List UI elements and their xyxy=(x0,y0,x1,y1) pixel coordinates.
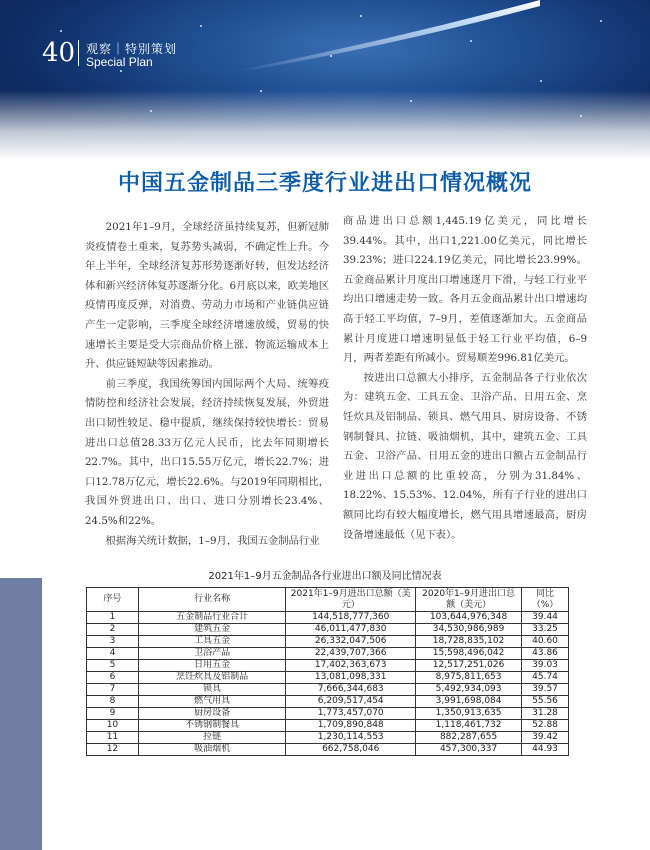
cell-y2021: 26,332,047,506 xyxy=(286,636,416,648)
cell-no: 9 xyxy=(87,708,139,720)
header-name: 行业名称 xyxy=(138,588,285,612)
article-column-left xyxy=(85,218,329,551)
table-row xyxy=(87,672,569,684)
cell-yoy: 40.60 xyxy=(522,636,569,648)
cell-yoy: 39.42 xyxy=(522,732,569,744)
header-no: 序号 xyxy=(87,588,139,612)
cell-y2020: 1,350,913,635 xyxy=(416,708,522,720)
table-row xyxy=(87,636,569,648)
cell-no: 7 xyxy=(87,684,139,696)
cell-y2021: 1,230,114,553 xyxy=(286,732,416,744)
table-row xyxy=(87,660,569,672)
cell-y2021: 6,209,517,454 xyxy=(286,696,416,708)
paragraph: 2021年1–9月，全球经济虽持续复苏，但新冠肺炎疫情卷土重来，复苏势头减弱，不确定性上升。今年上半年，全球经济复苏形势逐渐好转，但发达经济体和新兴经济体复苏逐渐分化。6月底以来，欧美地区疫情再度反弹，对消费、劳动力市场和产业链供应链产生一定影响，三季度全球经济增速放缓，贸易的快速增长主要是受大宗商品价格上涨、物流运输成本上升、供应链短缺等因素推动。 xyxy=(85,221,329,371)
cell-y2021: 144,518,777,360 xyxy=(286,612,416,624)
table-row xyxy=(87,720,569,732)
section-label: 观察｜特别策划 xyxy=(86,42,178,56)
cell-y2020: 457,300,337 xyxy=(416,744,522,756)
cell-no: 5 xyxy=(87,660,139,672)
cell-yoy: 43.86 xyxy=(522,648,569,660)
cell-y2020: 12,517,251,026 xyxy=(416,660,522,672)
paragraph: 前三季度，我国统筹国内国际两个大局、统筹疫情防控和经济社会发展，经济持续恢复发展，外贸进出口韧性较足、稳中提质，继续保持较快增长：贸易进出口总值28.33万亿元人民币，比去年同期增长22.7%。其中，出口15.55万亿元，增长22.7%；进口12.78万亿元，增长22.6%。与2019年同期相比，我国外贸进出口、出口、进口分别增长23.4%、24.5%和22%。 xyxy=(85,377,329,527)
cell-yoy: 39.57 xyxy=(522,684,569,696)
header-banner xyxy=(0,0,650,160)
header-yoy: 同比（%） xyxy=(522,588,569,612)
cell-y2021: 13,081,098,331 xyxy=(286,672,416,684)
cell-no: 11 xyxy=(87,732,139,744)
paragraph: 按进出口总额大小排序，五金制品各子行业依次为：建筑五金、工具五金、卫浴产品、日用五金、烹饪炊具及铝制品、锁具、燃气用具、厨房设备、不锈钢制餐具、拉链、吸油烟机，其中，建筑五金、工具五金、卫浴产品、日用五金的进出口额占五金制品行业进出口总额的比重较高，分别为31.84%、18.22%、15.53%、12.04%，所有子行业的进出口额同比均有较大幅度增长，燃气用具增速最高，厨房设备增速最低（见下表）。 xyxy=(343,371,587,541)
light-streak-graphic xyxy=(240,0,540,80)
cell-y2020: 8,975,811,653 xyxy=(416,672,522,684)
cell-name: 烹饪炊具及铝制品 xyxy=(138,672,285,684)
cell-y2021: 22,439,707,366 xyxy=(286,648,416,660)
cell-no: 4 xyxy=(87,648,139,660)
cell-name: 拉链 xyxy=(138,732,285,744)
cell-y2020: 18,728,835,102 xyxy=(416,636,522,648)
cell-y2020: 1,118,461,732 xyxy=(416,720,522,732)
table-row xyxy=(87,648,569,660)
page-number: 40 xyxy=(42,38,76,68)
cell-yoy: 39.03 xyxy=(522,660,569,672)
cell-no: 12 xyxy=(87,744,139,756)
cell-y2020: 15,598,496,042 xyxy=(416,648,522,660)
cell-no: 3 xyxy=(87,636,139,648)
header-2020: 2020年1–9月进出口总额（美元） xyxy=(416,588,522,612)
cell-name: 不锈钢制餐具 xyxy=(138,720,285,732)
cell-y2020: 5,492,934,093 xyxy=(416,684,522,696)
table-row xyxy=(87,696,569,708)
cell-yoy: 55.56 xyxy=(522,696,569,708)
cell-name: 卫浴产品 xyxy=(138,648,285,660)
cell-y2021: 7,666,344,683 xyxy=(286,684,416,696)
table-body xyxy=(87,612,569,756)
trade-data-table xyxy=(86,587,569,756)
table-row xyxy=(87,612,569,624)
cell-name: 吸油烟机 xyxy=(138,744,285,756)
cell-y2021: 46,011,477,830 xyxy=(286,624,416,636)
paragraph: 根据海关统计数据，1–9月，我国五金制品行业 xyxy=(105,534,320,547)
cell-y2020: 882,287,655 xyxy=(416,732,522,744)
header-2021: 2021年1–9月进出口总额（美元） xyxy=(286,588,416,612)
cell-yoy: 31.28 xyxy=(522,708,569,720)
table-row xyxy=(87,708,569,720)
article-column-right xyxy=(343,212,587,545)
table-row xyxy=(87,744,569,756)
cell-y2021: 662,758,046 xyxy=(286,744,416,756)
cell-yoy: 44.93 xyxy=(522,744,569,756)
table-row xyxy=(87,684,569,696)
cell-yoy: 33.25 xyxy=(522,624,569,636)
cell-name: 建筑五金 xyxy=(138,624,285,636)
cell-no: 2 xyxy=(87,624,139,636)
table-header-row xyxy=(87,588,569,612)
cell-y2021: 17,402,363,673 xyxy=(286,660,416,672)
cell-name: 五金制品行业合计 xyxy=(138,612,285,624)
cell-y2020: 3,991,698,084 xyxy=(416,696,522,708)
cell-no: 1 xyxy=(87,612,139,624)
cell-no: 6 xyxy=(87,672,139,684)
header-divider xyxy=(78,40,79,66)
cell-y2020: 34,530,986,989 xyxy=(416,624,522,636)
cell-name: 燃气用具 xyxy=(138,696,285,708)
cell-yoy: 45.74 xyxy=(522,672,569,684)
cell-yoy: 52.88 xyxy=(522,720,569,732)
section-label-english: Special Plan xyxy=(86,55,153,69)
article-title: 中国五金制品三季度行业进出口情况概况 xyxy=(117,171,532,196)
paragraph: 商品进出口总额1,445.19亿美元，同比增长39.44%。其中，出口1,221.00亿美元，同比增长39.23%；进口224.19亿美元，同比增长23.99%。五金商品累计月度出口增速逐月下滑，与轻工行业平均出口增速走势一致。各月五金商品累计出口增速均高于轻工平均值，7–9月，差值逐渐加大。五金商品累计月度进口增速明显低于轻工行业平均值，6–9月，两者差距有所减小。贸易顺差996.81亿美元。 xyxy=(343,215,587,365)
cell-y2021: 1,709,890,848 xyxy=(286,720,416,732)
cell-yoy: 39.44 xyxy=(522,612,569,624)
table-row xyxy=(87,624,569,636)
cell-no: 8 xyxy=(87,696,139,708)
cell-name: 厨房设备 xyxy=(138,708,285,720)
cell-name: 日用五金 xyxy=(138,660,285,672)
cell-name: 工具五金 xyxy=(138,636,285,648)
cell-name: 锁具 xyxy=(138,684,285,696)
table-caption: 2021年1–9月五金制品各行业进出口额及同比情况表 xyxy=(208,571,442,582)
cell-no: 10 xyxy=(87,720,139,732)
cell-y2020: 103,644,976,348 xyxy=(416,612,522,624)
decorative-side-bar xyxy=(0,578,42,850)
cell-y2021: 1,773,457,070 xyxy=(286,708,416,720)
table-row xyxy=(87,732,569,744)
